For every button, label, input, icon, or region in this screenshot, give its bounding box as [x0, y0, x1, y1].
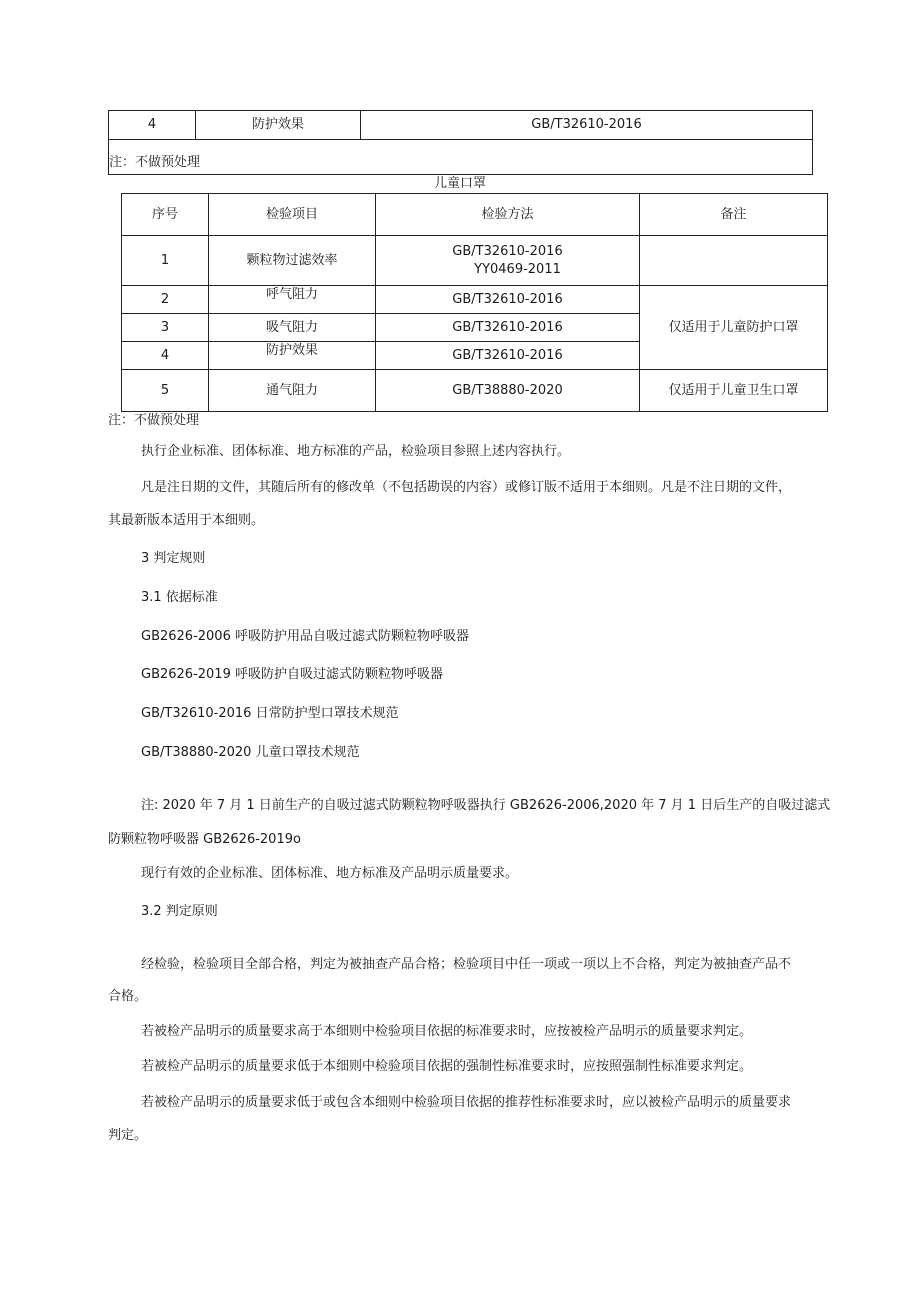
standard-item: GB/T32610-2016 日常防护型口罩技术规范: [141, 706, 399, 721]
cell-no: 4: [109, 111, 196, 140]
paragraph: 注: 2020 年 7 月 1 日前生产的自吸过滤式防颗粒物呼吸器执行 GB2626-2006,2020 年 7 月 1 日后生产的自吸过滤式: [141, 798, 831, 813]
cell-remark-merged: 仅适用于儿童防护口罩: [640, 286, 828, 370]
table-header-row: [122, 194, 828, 236]
section-heading: 3 判定规则: [141, 551, 206, 566]
cell-method: GB/T32610-2016: [361, 111, 813, 140]
cell-item: 防护效果: [209, 342, 376, 370]
method-line-1: GB/T32610-2016: [452, 243, 563, 259]
cell-item: 呼气阻力: [209, 286, 376, 314]
paragraph: 若被检产品明示的质量要求高于本细则中检验项目依据的标准要求时，应按被检产品明示的质量要求判定。: [141, 1024, 753, 1039]
header-method: 检验方法: [376, 194, 640, 236]
standard-item: GB2626-2019 呼吸防护自吸过滤式防颗粒物呼吸器: [141, 667, 443, 682]
cell-remark: [640, 236, 828, 286]
cell-method: GB/T32610-2016: [376, 286, 640, 314]
cell-item: 颗粒物过滤效率: [209, 236, 376, 286]
table-title: 儿童口罩: [433, 176, 486, 191]
cell-no: 2: [122, 286, 209, 314]
cell-method: GB/T32610-2016: [376, 314, 640, 342]
method-line-2: YY0469-2011: [474, 261, 561, 277]
paragraph: 执行企业标准、团体标准、地方标准的产品，检验项目参照上述内容执行。: [141, 444, 571, 459]
cell-item: 通气阻力: [209, 370, 376, 412]
section-heading: 3.2 判定原则: [141, 904, 218, 919]
children-mask-table: [121, 193, 828, 412]
paragraph: 若被检产品明示的质量要求低于或包含本细则中检验项目依据的推荐性标准要求时，应以被检产品明示的质量要求: [141, 1095, 792, 1110]
cell-remark: 仅适用于儿童卫生口罩: [640, 370, 828, 412]
paragraph: 其最新版本适用于本细则。: [108, 513, 265, 528]
table-note: 注：不做预处理: [108, 413, 200, 428]
paragraph: 经检验，检验项目全部合格，判定为被抽查产品合格；检验项目中任一项或一项以上不合格，判定为被抽查产品不: [141, 957, 792, 972]
cell-item: 防护效果: [196, 111, 361, 140]
header-no: 序号: [122, 194, 209, 236]
paragraph: 若被检产品明示的质量要求低于本细则中检验项目依据的强制性标准要求时，应按照强制性标准要求判定。: [141, 1059, 753, 1074]
cell-no: 4: [122, 342, 209, 370]
top-table: [108, 110, 813, 175]
paragraph: 防颗粒物呼吸器 GB2626-2019o: [108, 832, 301, 847]
cell-method: GB/T32610-2016: [376, 342, 640, 370]
paragraph: 现行有效的企业标准、团体标准、地方标准及产品明示质量要求。: [141, 866, 519, 881]
cell-method: [376, 236, 640, 286]
header-item: 检验项目: [209, 194, 376, 236]
cell-no: 5: [122, 370, 209, 412]
section-heading: 3.1 依据标准: [141, 590, 218, 605]
table-row: [122, 286, 828, 314]
cell-method: GB/T38880-2020: [376, 370, 640, 412]
cell-no: 3: [122, 314, 209, 342]
paragraph: 合格。: [108, 989, 148, 1004]
cell-no: 1: [122, 236, 209, 286]
table-row: [109, 140, 813, 175]
cell-item: 吸气阻力: [209, 314, 376, 342]
paragraph: 凡是注日期的文件，其随后所有的修改单（不包括勘误的内容）或修订版不适用于本细则。凡是不注日期的文件，: [141, 480, 792, 495]
header-remark: 备注: [640, 194, 828, 236]
paragraph: 判定。: [108, 1128, 148, 1143]
standard-item: GB2626-2006 呼吸防护用品自吸过滤式防颗粒物呼吸器: [141, 629, 469, 644]
table-row: [109, 111, 813, 140]
table-note: 注：不做预处理: [109, 155, 201, 170]
table-row: [122, 370, 828, 412]
table-row: [122, 236, 828, 286]
standard-item: GB/T38880-2020 儿童口罩技术规范: [141, 745, 360, 760]
